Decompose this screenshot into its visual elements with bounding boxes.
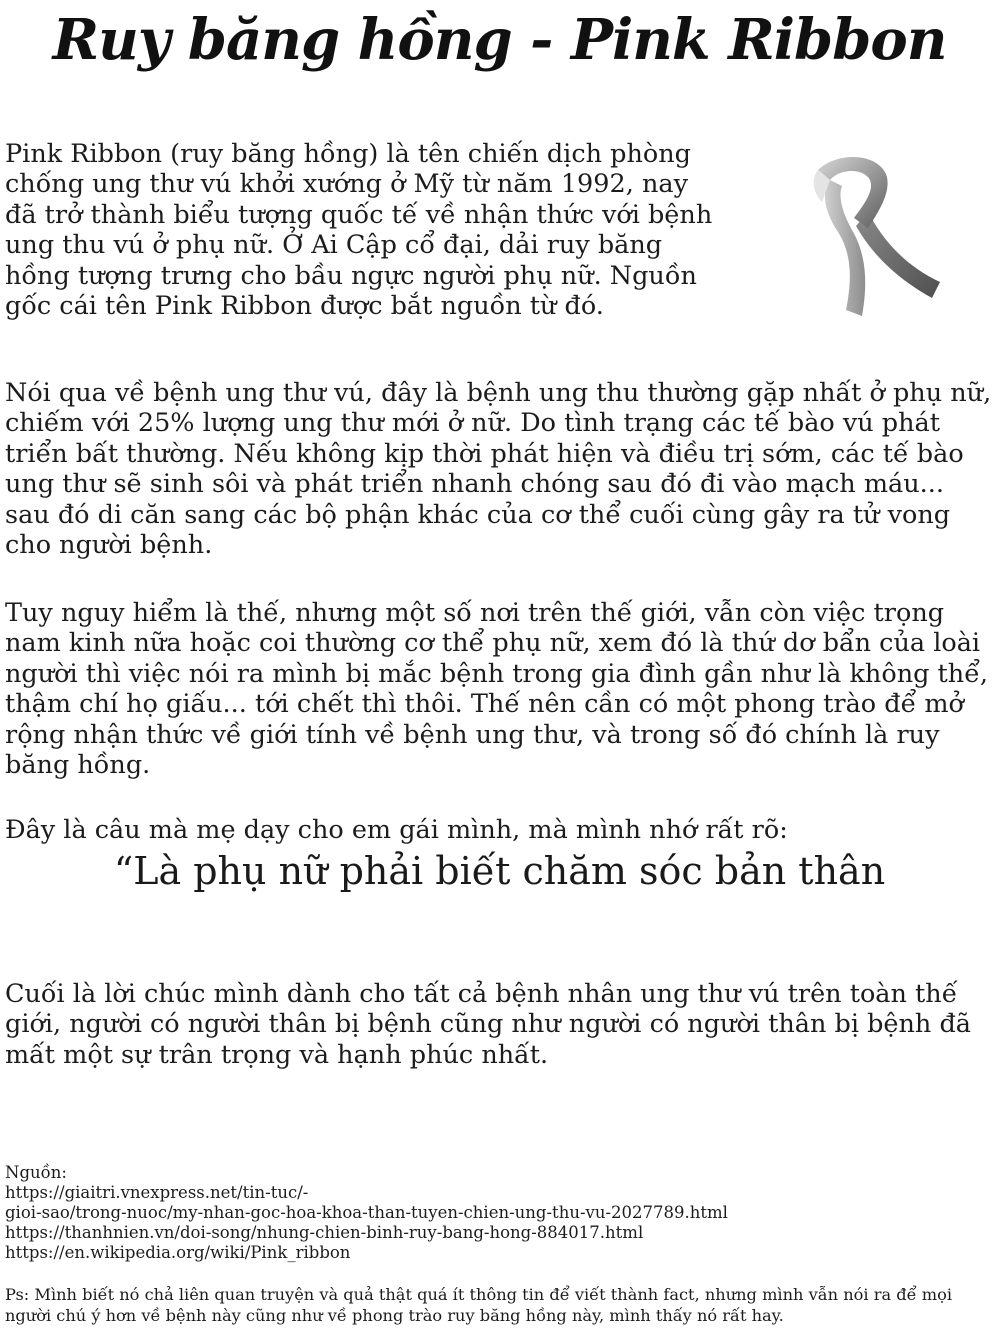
- closing-paragraph: Cuối là lời chúc mình dành cho tất cả bệnh nhân ung thư vú trên toàn thế giới, người có người thân bị bệnh cũng như người có người thân bị bệnh đã mất một sự trân trọng và hạnh phúc nhất.: [5, 979, 971, 1070]
- source-link: https://thanhnien.vn/doi-song/nhung-chien-binh-ruy-bang-hong-884017.html: [5, 1223, 644, 1242]
- awareness-ribbon-icon: [780, 150, 945, 320]
- quote-text: “Là phụ nữ phải biết chăm sóc bản thân: [113, 849, 886, 893]
- sources-section: [5, 1163, 995, 1263]
- page-title: Ruy băng hồng - Pink Ribbon: [52, 7, 947, 73]
- source-link: gioi-sao/trong-nuoc/my-nhan-goc-hoa-khoa-than-tuyen-chien-ung-thu-vu-2027789.html: [5, 1203, 728, 1222]
- body-paragraph-quote-intro: Đây là câu mà mẹ dạy cho em gái mình, mà mình nhớ rất rõ:: [5, 815, 788, 845]
- source-link: https://en.wikipedia.org/wiki/Pink_ribbon: [5, 1243, 351, 1262]
- postscript-note: Ps: Mình biết nó chả liên quan truyện và quả thật quá ít thông tin để viết thành fact, nhưng mình vẫn nói ra để mọi người chú ý hơn về bệnh này cũng như về phong trào ruy băng hồng này, mình thấy nó rất hay.: [5, 1285, 952, 1325]
- body-paragraph-stigma: Tuy nguy hiểm là thế, nhưng một số nơi trên thế giới, vẫn còn việc trọng nam kinh nữa hoặc coi thường cơ thể phụ nữ, xem đó là thứ dơ bẩn của loài người thì việc nói ra mình bị mắc bệnh trong gia đình gần như là không thể, thậm chí họ giấu... tới chết thì thôi. Thế nên cần có một phong trào để mở rộng nhận thức về giới tính về bệnh ung thư, và trong số đó chính là ruy băng hồng.: [5, 598, 989, 781]
- source-link: https://giaitri.vnexpress.net/tin-tuc/-: [5, 1183, 309, 1202]
- sources-label: Nguồn:: [5, 1163, 67, 1182]
- intro-paragraph: Pink Ribbon (ruy băng hồng) là tên chiến dịch phòng chống ung thư vú khởi xướng ở Mỹ từ năm 1992, nay đã trở thành biểu tượng quốc tế về nhận thức với bệnh ung thu vú ở phụ nữ. Ở Ai Cập cổ đại, dải ruy băng hồng tượng trưng cho bầu ngực người phụ nữ. Nguồn gốc cái tên Pink Ribbon được bắt nguồn từ đó.: [5, 139, 713, 322]
- body-paragraph-disease: Nói qua về bệnh ung thư vú, đây là bệnh ung thu thường gặp nhất ở phụ nữ, chiếm với 25% lượng ung thư mới ở nữ. Do tình trạng các tế bào vú phát triển bất thường. Nếu không kịp thời phát hiện và điều trị sớm, các tế bào ung thư sẽ sinh sôi và phát triển nhanh chóng sau đó đi vào mạch máu... sau đó di căn sang các bộ phận khác của cơ thể cuối cùng gây ra tử vong cho người bệnh.: [5, 378, 992, 561]
